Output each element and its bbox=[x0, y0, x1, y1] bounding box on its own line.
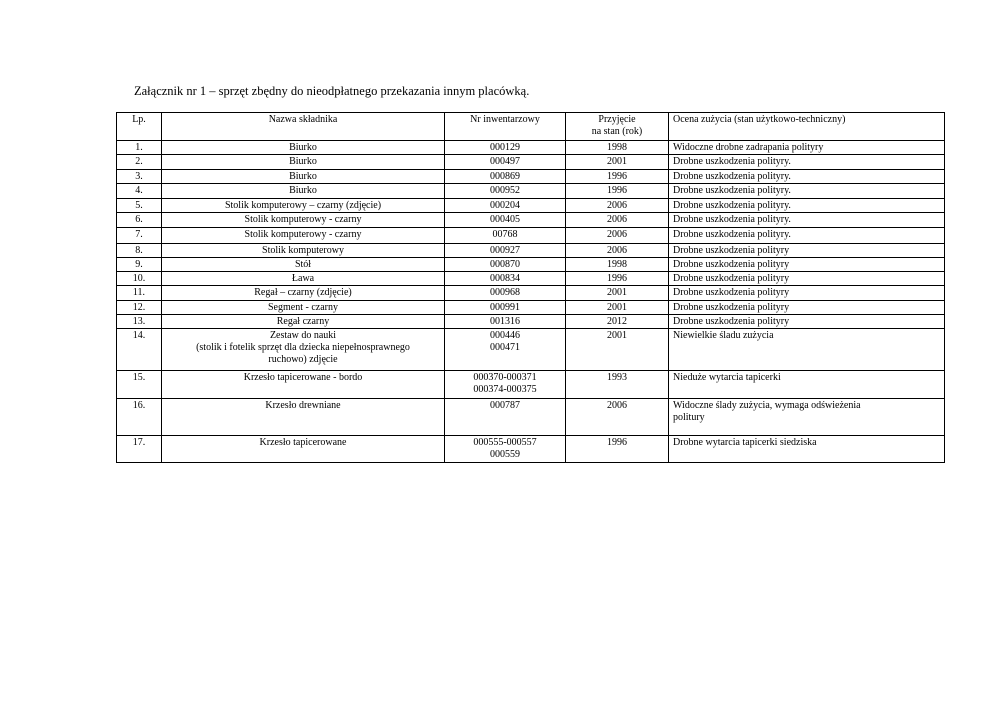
table-row bbox=[117, 227, 945, 243]
cell-name: Regał – czarny (zdjęcie) bbox=[162, 286, 445, 300]
table-row bbox=[117, 272, 945, 286]
table-row bbox=[117, 184, 945, 198]
cell-inventory-number: 000869 bbox=[445, 170, 566, 184]
header-inventory-number: Nr inwentarzowy bbox=[445, 113, 566, 141]
cell-inventory-number: 000555-000557 000559 bbox=[445, 436, 566, 463]
cell-wear-assessment: Drobne uszkodzenia polityry. bbox=[669, 170, 945, 184]
cell-lp: 12. bbox=[117, 300, 162, 314]
document-title: Załącznik nr 1 – sprzęt zbędny do nieodpłatnego przekazania innym placówką. bbox=[134, 84, 530, 98]
cell-inventory-number: 000991 bbox=[445, 300, 566, 314]
cell-name: Biurko bbox=[162, 141, 445, 155]
cell-wear-assessment: Drobne uszkodzenia polityry bbox=[669, 258, 945, 272]
cell-inventory-number: 000952 bbox=[445, 184, 566, 198]
cell-wear-assessment: Drobne wytarcia tapicerki siedziska bbox=[669, 436, 945, 463]
cell-wear-assessment: Nieduże wytarcia tapicerki bbox=[669, 371, 945, 399]
header-acceptance-year: Przyjęcie na stan (rok) bbox=[566, 113, 669, 141]
cell-inventory-number: 000204 bbox=[445, 198, 566, 212]
cell-inventory-number: 000370-000371 000374-000375 bbox=[445, 371, 566, 399]
cell-lp: 15. bbox=[117, 371, 162, 399]
cell-wear-assessment: Drobne uszkodzenia polityry bbox=[669, 300, 945, 314]
cell-lp: 7. bbox=[117, 227, 162, 243]
cell-acceptance-year: 1998 bbox=[566, 258, 669, 272]
cell-inventory-number: 000446 000471 bbox=[445, 329, 566, 371]
cell-wear-assessment: Drobne uszkodzenia polityry bbox=[669, 314, 945, 328]
cell-acceptance-year: 1996 bbox=[566, 272, 669, 286]
cell-wear-assessment: Widoczne drobne zadrapania polityry bbox=[669, 141, 945, 155]
cell-name: Stolik komputerowy bbox=[162, 243, 445, 257]
cell-acceptance-year: 2001 bbox=[566, 155, 669, 170]
cell-lp: 17. bbox=[117, 436, 162, 463]
cell-acceptance-year: 2006 bbox=[566, 243, 669, 257]
cell-lp: 4. bbox=[117, 184, 162, 198]
cell-wear-assessment: Drobne uszkodzenia polityry. bbox=[669, 227, 945, 243]
cell-wear-assessment: Drobne uszkodzenia polityry bbox=[669, 286, 945, 300]
cell-lp: 11. bbox=[117, 286, 162, 300]
cell-acceptance-year: 1996 bbox=[566, 184, 669, 198]
cell-lp: 16. bbox=[117, 399, 162, 436]
cell-name: Stolik komputerowy - czarny bbox=[162, 212, 445, 227]
cell-lp: 1. bbox=[117, 141, 162, 155]
cell-name: Biurko bbox=[162, 155, 445, 170]
table-row bbox=[117, 399, 945, 436]
cell-lp: 13. bbox=[117, 314, 162, 328]
cell-name: Stolik komputerowy – czarny (zdjęcie) bbox=[162, 198, 445, 212]
cell-wear-assessment: Drobne uszkodzenia polityry. bbox=[669, 198, 945, 212]
cell-name: Stół bbox=[162, 258, 445, 272]
cell-lp: 9. bbox=[117, 258, 162, 272]
cell-name: Segment - czarny bbox=[162, 300, 445, 314]
cell-name: Krzesło tapicerowane - bordo bbox=[162, 371, 445, 399]
cell-name: Krzesło tapicerowane bbox=[162, 436, 445, 463]
cell-inventory-number: 000787 bbox=[445, 399, 566, 436]
cell-acceptance-year: 1998 bbox=[566, 141, 669, 155]
cell-inventory-number: 000129 bbox=[445, 141, 566, 155]
cell-lp: 8. bbox=[117, 243, 162, 257]
cell-lp: 6. bbox=[117, 212, 162, 227]
cell-inventory-number: 000927 bbox=[445, 243, 566, 257]
cell-name: Biurko bbox=[162, 170, 445, 184]
cell-inventory-number: 00768 bbox=[445, 227, 566, 243]
cell-name: Regał czarny bbox=[162, 314, 445, 328]
cell-name: Zestaw do nauki (stolik i fotelik sprzęt dla dziecka niepełnosprawnego ruchowo) zdjęcie bbox=[162, 329, 445, 371]
table-row bbox=[117, 141, 945, 155]
table-row bbox=[117, 371, 945, 399]
cell-acceptance-year: 1996 bbox=[566, 436, 669, 463]
cell-wear-assessment: Drobne uszkodzenia polityry. bbox=[669, 155, 945, 170]
cell-lp: 2. bbox=[117, 155, 162, 170]
header-lp: Lp. bbox=[117, 113, 162, 141]
table-row bbox=[117, 314, 945, 328]
cell-acceptance-year: 1996 bbox=[566, 170, 669, 184]
cell-inventory-number: 000405 bbox=[445, 212, 566, 227]
cell-acceptance-year: 2001 bbox=[566, 300, 669, 314]
header-wear-assessment: Ocena zużycia (stan użytkowo-techniczny) bbox=[669, 113, 945, 141]
table-row bbox=[117, 329, 945, 371]
cell-inventory-number: 000870 bbox=[445, 258, 566, 272]
cell-wear-assessment: Widoczne ślady zużycia, wymaga odświeżenia politury bbox=[669, 399, 945, 436]
cell-acceptance-year: 2012 bbox=[566, 314, 669, 328]
cell-name: Krzesło drewniane bbox=[162, 399, 445, 436]
cell-lp: 10. bbox=[117, 272, 162, 286]
cell-inventory-number: 000834 bbox=[445, 272, 566, 286]
cell-wear-assessment: Drobne uszkodzenia polityry bbox=[669, 272, 945, 286]
table-row bbox=[117, 258, 945, 272]
table-row bbox=[117, 300, 945, 314]
table-row bbox=[117, 198, 945, 212]
table-header-row bbox=[117, 113, 945, 141]
table-row bbox=[117, 212, 945, 227]
cell-acceptance-year: 2001 bbox=[566, 286, 669, 300]
table-row bbox=[117, 243, 945, 257]
cell-acceptance-year: 1993 bbox=[566, 371, 669, 399]
cell-lp: 3. bbox=[117, 170, 162, 184]
cell-wear-assessment: Drobne uszkodzenia polityry. bbox=[669, 212, 945, 227]
table-row bbox=[117, 436, 945, 463]
cell-acceptance-year: 2006 bbox=[566, 227, 669, 243]
cell-wear-assessment: Drobne uszkodzenia polityry. bbox=[669, 184, 945, 198]
cell-name: Biurko bbox=[162, 184, 445, 198]
cell-inventory-number: 000968 bbox=[445, 286, 566, 300]
cell-acceptance-year: 2006 bbox=[566, 399, 669, 436]
cell-wear-assessment: Niewielkie śladu zużycia bbox=[669, 329, 945, 371]
equipment-table bbox=[116, 112, 945, 463]
cell-wear-assessment: Drobne uszkodzenia polityry bbox=[669, 243, 945, 257]
cell-name: Stolik komputerowy - czarny bbox=[162, 227, 445, 243]
cell-inventory-number: 001316 bbox=[445, 314, 566, 328]
cell-lp: 5. bbox=[117, 198, 162, 212]
table-row bbox=[117, 170, 945, 184]
cell-name: Ława bbox=[162, 272, 445, 286]
cell-acceptance-year: 2006 bbox=[566, 212, 669, 227]
table-row bbox=[117, 155, 945, 170]
cell-inventory-number: 000497 bbox=[445, 155, 566, 170]
header-name: Nazwa składnika bbox=[162, 113, 445, 141]
cell-acceptance-year: 2001 bbox=[566, 329, 669, 371]
cell-acceptance-year: 2006 bbox=[566, 198, 669, 212]
cell-lp: 14. bbox=[117, 329, 162, 371]
table-row bbox=[117, 286, 945, 300]
